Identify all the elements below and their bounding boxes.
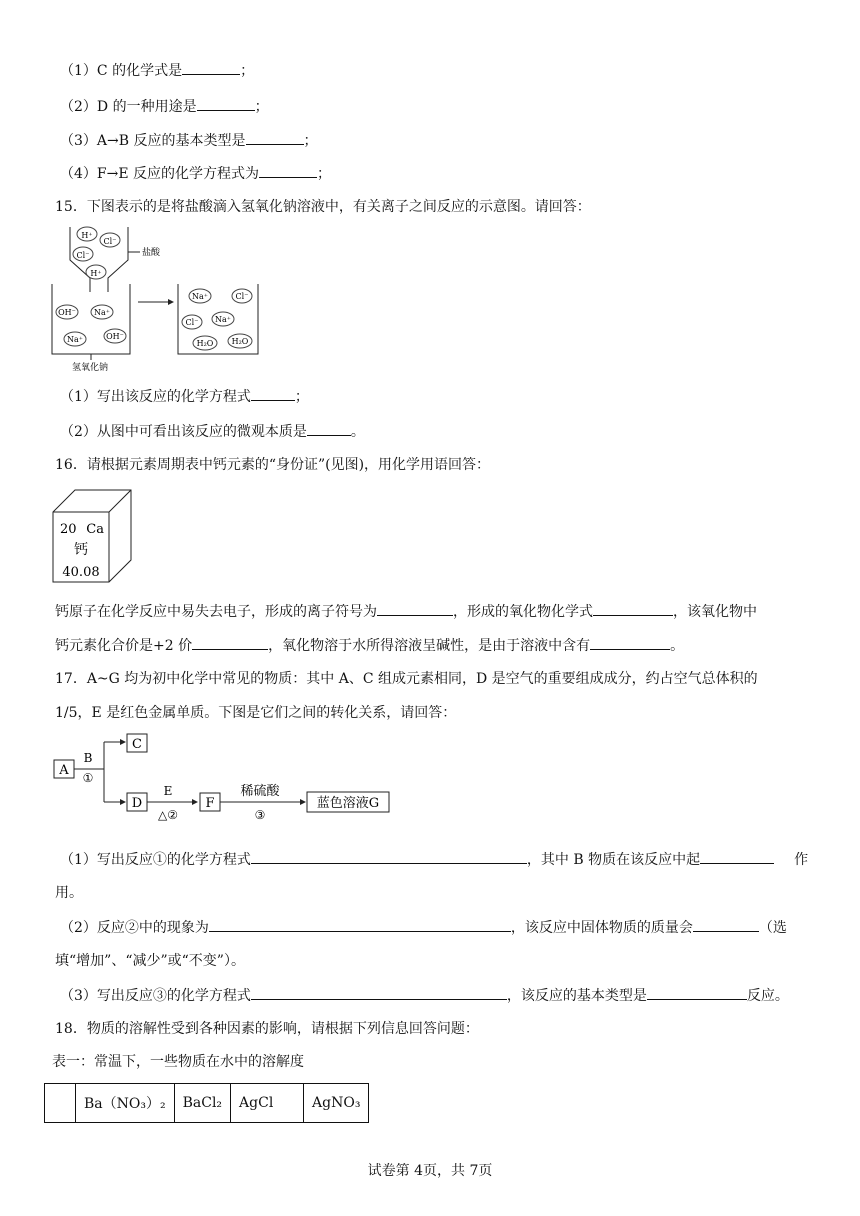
table-title: 表一：常温下，一些物质在水中的溶解度 bbox=[52, 1054, 304, 1070]
answer-blank[interactable] bbox=[593, 601, 673, 616]
node-d: D bbox=[131, 796, 143, 811]
q14-item-2: （2）D 的一种用途是 ； bbox=[60, 96, 269, 117]
ion-label: Na⁺ bbox=[192, 292, 208, 301]
base-label: 氢氧化钠 bbox=[71, 363, 109, 372]
node-e: E bbox=[163, 784, 173, 798]
q14-item-4: （4）F→E 反应的化学方程式为 ； bbox=[60, 163, 331, 184]
answer-blank[interactable] bbox=[377, 601, 453, 616]
calcium-element-tile bbox=[52, 488, 132, 584]
q15-stem: 15．下图表示的是将盐酸滴入氢氧化钠溶液中，有关离子之间反应的示意图。请回答： bbox=[55, 199, 591, 215]
atomic-mass: 40.08 bbox=[62, 565, 100, 580]
node-g: 蓝色溶液G bbox=[316, 796, 380, 811]
q17-item-1-cont: 用。 bbox=[55, 885, 83, 901]
ion-label: Cl⁻ bbox=[235, 292, 249, 301]
conversion-flow-diagram bbox=[52, 728, 392, 824]
ion-label: H₂O bbox=[231, 337, 249, 346]
ion-label: Na⁺ bbox=[67, 335, 83, 344]
element-symbol: Ca bbox=[86, 522, 104, 537]
q18-stem: 18．物质的溶解性受到各种因素的影响，请根据下列信息回答问题： bbox=[55, 1021, 479, 1037]
answer-blank[interactable] bbox=[246, 130, 304, 145]
ion-label: Na⁺ bbox=[94, 308, 110, 317]
answer-blank[interactable] bbox=[307, 421, 351, 436]
q14-item-3: （3）A→B 反应的基本类型是 ； bbox=[60, 130, 318, 151]
step-2-label: △② bbox=[158, 808, 178, 822]
q17-stem-2: 1/5，E 是红色金属单质。下图是它们之间的转化关系，请回答： bbox=[55, 705, 457, 721]
answer-blank[interactable] bbox=[251, 386, 295, 401]
table-cell: Ba（NO₃）₂ bbox=[76, 1084, 175, 1123]
answer-blank[interactable] bbox=[209, 917, 511, 932]
ion-label: Cl⁻ bbox=[103, 237, 117, 246]
node-c: C bbox=[132, 737, 142, 752]
q16-stem: 16．请根据元素周期表中钙元素的“身份证”(见图)，用化学用语回答： bbox=[55, 457, 491, 473]
ion-label: OH⁻ bbox=[58, 308, 76, 317]
ion-label: H⁺ bbox=[81, 231, 93, 240]
step-3-label: ③ bbox=[254, 808, 266, 822]
page-footer: 试卷第 4页，共 7页 bbox=[367, 1163, 493, 1179]
table-header-row bbox=[45, 1084, 369, 1123]
answer-blank[interactable] bbox=[590, 635, 670, 650]
element-name: 钙 bbox=[74, 542, 88, 558]
answer-blank[interactable] bbox=[693, 917, 759, 932]
solubility-table bbox=[44, 1083, 369, 1123]
q14-item-1: （1）C 的化学式是 ； bbox=[60, 60, 254, 81]
ion-label: H⁺ bbox=[90, 269, 102, 278]
table-cell: AgNO₃ bbox=[304, 1084, 369, 1123]
ion-label: Cl⁻ bbox=[76, 251, 90, 260]
table-cell: BaCl₂ bbox=[174, 1084, 230, 1123]
ion-label: Na⁺ bbox=[215, 315, 231, 324]
answer-blank[interactable] bbox=[700, 849, 774, 864]
step-1-label: ① bbox=[82, 771, 94, 785]
answer-blank[interactable] bbox=[197, 96, 255, 111]
answer-blank[interactable] bbox=[251, 849, 527, 864]
acid-base-ion-diagram bbox=[50, 222, 270, 372]
answer-blank[interactable] bbox=[259, 163, 317, 178]
q17-item-1: （1）写出反应①的化学方程式 ，其中 B 物质在该反应中起 作 bbox=[60, 849, 808, 870]
atomic-number: 20 bbox=[60, 522, 77, 537]
answer-blank[interactable] bbox=[182, 60, 240, 75]
answer-blank[interactable] bbox=[251, 985, 507, 1000]
ion-label: H₂O bbox=[196, 339, 214, 348]
q16-para-2: 钙元素化合价是+2 价 ，氧化物溶于水所得溶液呈碱性，是由于溶液中含有 。 bbox=[55, 635, 684, 656]
node-b: B bbox=[83, 751, 93, 765]
ion-label: OH⁻ bbox=[106, 332, 124, 341]
table-cell: AgCl bbox=[231, 1084, 304, 1123]
answer-blank[interactable] bbox=[647, 985, 747, 1000]
q17-item-2: （2）反应②中的现象为 ，该反应中固体物质的质量会 （选 bbox=[60, 917, 787, 938]
node-a: A bbox=[59, 763, 69, 778]
q17-item-3: （3）写出反应③的化学方程式 ，该反应的基本类型是 反应。 bbox=[60, 985, 789, 1006]
q16-para-1: 钙原子在化学反应中易失去电子，形成的离子符号为 ，形成的氧化物化学式 ，该氧化物中 bbox=[55, 601, 757, 622]
answer-blank[interactable] bbox=[192, 635, 268, 650]
q15-item-1: （1）写出该反应的化学方程式 ； bbox=[60, 386, 309, 407]
node-f: F bbox=[205, 796, 215, 811]
q15-item-2: （2）从图中可看出该反应的微观本质是 。 bbox=[60, 421, 365, 442]
ion-label: Cl⁻ bbox=[185, 318, 199, 327]
q17-item-2-cont: 填“增加”、“减少”或“不变”）。 bbox=[55, 953, 245, 969]
q17-stem-1: 17．A~G 均为初中化学中常见的物质：其中 A、C 组成元素相同，D 是空气的重要组成成分，约占空气总体积的 bbox=[55, 671, 758, 687]
acid-label: 盐酸 bbox=[142, 248, 161, 258]
dilute-sulfuric-acid-label: 稀硫酸 bbox=[240, 784, 280, 799]
table-cell bbox=[45, 1084, 76, 1123]
